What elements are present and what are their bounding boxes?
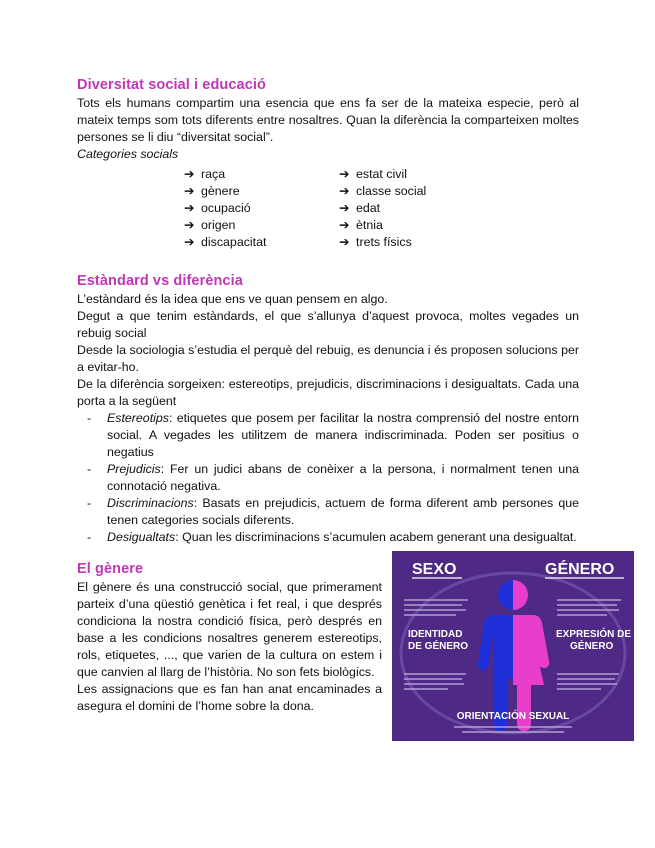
paragraph-genere-2: Les assignacions que es fan han anat encaminades a asegura el domini de l’home sobre la dona. bbox=[77, 682, 382, 713]
category-item: ➔ estat civil bbox=[339, 167, 407, 181]
category-item: ➔ discapacitat bbox=[184, 235, 267, 249]
list-item-discriminacions: - Discriminacions: Basats en prejudicis, actuem de forma diferent amb persones que tenen categories socials diferents. bbox=[87, 496, 579, 527]
genere-text bbox=[77, 579, 382, 715]
paragraph-genere-1: El gènere és una construcció social, que primerament parteix d’una qüestió genètica i fet real, i que després condiciona la nostra condició física, però després en base a les condicions nosaltres generem estereotips, rols, etiquetes, ..., que varien de la cultura on estem i que canvien al llarg de l’història. No son fets biològics. bbox=[77, 580, 382, 679]
genero-label: GÉNERO bbox=[545, 561, 615, 578]
arrow-icon: ➔ bbox=[184, 184, 195, 198]
paragraph-diversitat: Tots els humans compartim una esencia que ens fa ser de la mateixa especie, però al mateix temps som tots diferents entre nosaltres. Quan la diferència la comparteixen moltes persones se li diu “diversitat social”. bbox=[77, 96, 579, 144]
section-genere bbox=[77, 560, 632, 722]
identidad-label-2: DE GÉNERO bbox=[408, 641, 469, 652]
sexo-genero-infographic bbox=[392, 551, 634, 741]
paragraph-estandard-2: Degut a que tenim estàndards, el que s’allunya d’aquest provoca, moltes vegades un rebuig social bbox=[77, 309, 579, 340]
categories-list bbox=[184, 166, 579, 251]
category-item: ➔ ètnia bbox=[339, 218, 383, 232]
orientacion-label: ORIENTACIÓN SEXUAL bbox=[456, 711, 570, 722]
category-item: ➔ raça bbox=[184, 167, 226, 181]
arrow-icon: ➔ bbox=[184, 235, 195, 249]
section-estandard bbox=[77, 272, 579, 546]
list-item-estereotips: - Estereotips: etiquetes que posem per facilitar la nostra comprensió del nostre entorn social. A vegades les utilitzem de manera indiscriminada. Poden ser positius o negatius bbox=[87, 411, 579, 459]
category-item: ➔ origen bbox=[184, 218, 236, 232]
arrow-icon: ➔ bbox=[339, 235, 350, 249]
paragraph-estandard-1: L’estàndard és la idea que ens ve quan pensem en algo. bbox=[77, 292, 388, 306]
arrow-icon: ➔ bbox=[339, 218, 350, 232]
category-item: ➔ edat bbox=[339, 201, 381, 215]
identidad-label-1: IDENTIDAD bbox=[408, 629, 463, 640]
list-item-prejudicis: - Prejudicis: Fer un judici abans de conèixer a la persona, i normalment tenen una connotació negativa. bbox=[87, 462, 579, 493]
arrow-icon: ➔ bbox=[339, 167, 350, 181]
arrow-icon: ➔ bbox=[184, 218, 195, 232]
heading-el-genere: El gènere bbox=[77, 561, 144, 577]
arrow-icon: ➔ bbox=[184, 167, 195, 181]
categories-column-2 bbox=[339, 166, 494, 251]
heading-diversitat-social: Diversitat social i educació bbox=[77, 77, 266, 93]
paragraph-estandard-4: De la diferència sorgeixen: estereotips, prejudicis, discriminacions i desigualtats. Cada una porta a la següent bbox=[77, 377, 579, 408]
categories-title: Categories socials bbox=[77, 147, 179, 161]
category-item: ➔ gènere bbox=[184, 184, 240, 198]
category-item: ➔ trets físics bbox=[339, 235, 412, 249]
list-item-desigualtats: - Desigualtats: Quan les discriminacions s’acumulen acabem generant una desigualtat. bbox=[87, 530, 577, 544]
arrow-icon: ➔ bbox=[184, 201, 195, 215]
infographic-svg bbox=[392, 551, 634, 741]
category-item: ➔ classe social bbox=[339, 184, 427, 198]
arrow-icon: ➔ bbox=[339, 201, 350, 215]
paragraph-estandard-3: Desde la sociologia s’estudia el perquè del rebuig, es denuncia i és proposen solucions per a evitar-ho. bbox=[77, 343, 579, 374]
expresion-label-2: GÉNERO bbox=[570, 641, 614, 652]
expresion-label-1: EXPRESIÓN DE bbox=[556, 629, 632, 640]
heading-estandard-vs-diferencia: Estàndard vs diferència bbox=[77, 273, 243, 289]
sexo-label: SEXO bbox=[412, 561, 457, 578]
category-item: ➔ ocupació bbox=[184, 201, 251, 215]
document-page bbox=[77, 76, 632, 722]
categories-column-1 bbox=[184, 166, 339, 251]
arrow-icon: ➔ bbox=[339, 184, 350, 198]
